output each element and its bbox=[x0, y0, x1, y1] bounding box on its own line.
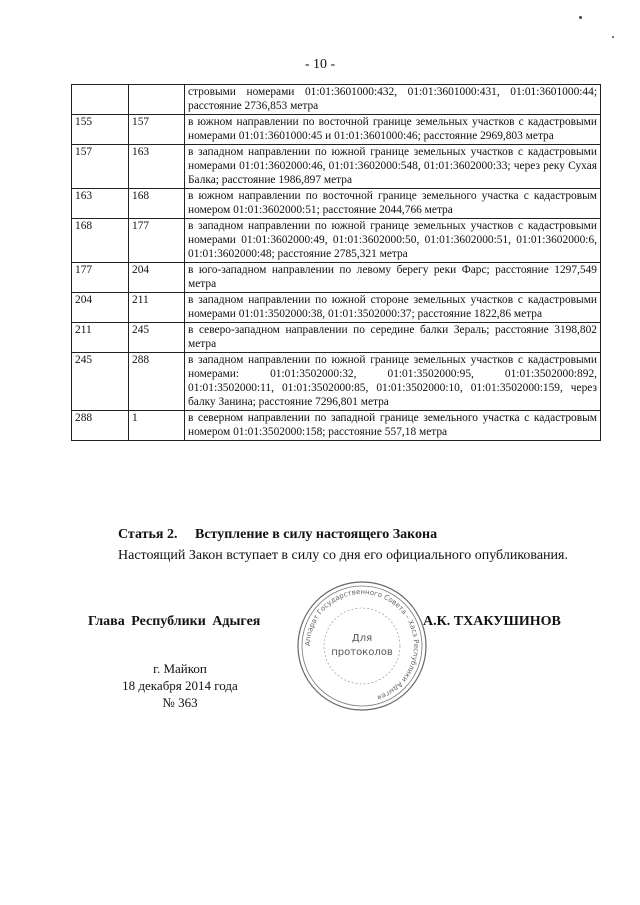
article-body bbox=[88, 545, 601, 566]
cell-from: 288 bbox=[72, 411, 129, 441]
cell-description: в южном направлении по восточной границе земельных участков с кадастровыми номерами 01:01:3601000:45 и 01:01:3601000:46; расстояние 2969,803 метра bbox=[185, 115, 601, 145]
table-row bbox=[72, 85, 601, 115]
boundary-table bbox=[71, 84, 601, 441]
official-stamp bbox=[294, 578, 430, 714]
article-number: Статья 2. bbox=[118, 527, 178, 542]
stamp-center-line1: Для bbox=[351, 633, 373, 644]
svg-text:Аппарат Государственного Совет bbox=[304, 588, 420, 702]
signer-role: Глава Республики Адыгея bbox=[88, 614, 261, 629]
cell-to: 245 bbox=[129, 323, 185, 353]
cell-to: 288 bbox=[129, 353, 185, 411]
page-number: - 10 - bbox=[304, 57, 336, 72]
cell-description: в северо-западном направлении по середине балки Зераль; расстояние 3198,802 метра bbox=[185, 323, 601, 353]
article-text: Настоящий Закон вступает в силу со дня его официального опубликования. bbox=[118, 548, 568, 563]
cell-description: в западном направлении по южной границе земельных участков с кадастровыми номерами: 01:01:3502000:32, 01:01:3502000:95, 01:01:3502000:892, 01:01:3502000:11, 01:01:3502000:85, 01:01:3502000:10, 01:01:3502000:159, через балку Занина; расстояние 7296,801 метра bbox=[185, 353, 601, 411]
article-heading bbox=[118, 527, 437, 543]
law-number: № 363 bbox=[162, 695, 198, 710]
stamp-ring-text: Аппарат Государственного Совета – Хасэ Республики Адыгея bbox=[303, 587, 421, 702]
cell-from: 157 bbox=[72, 145, 129, 189]
table-row bbox=[72, 353, 601, 411]
cell-from: 168 bbox=[72, 219, 129, 263]
place-date-block bbox=[80, 660, 280, 711]
table-row bbox=[72, 263, 601, 293]
cell-description: в северном направлении по западной границе земельного участка с кадастровым номером 01:01:3502000:158; расстояние 557,18 метра bbox=[185, 411, 601, 441]
cell-description: в западном направлении по южной стороне земельных участков с кадастровыми номерами 01:01:3502000:38, 01:01:3502000:37; расстояние 1822,86 метра bbox=[185, 293, 601, 323]
cell-to: 211 bbox=[129, 293, 185, 323]
scan-speck bbox=[612, 36, 614, 38]
table-row bbox=[72, 219, 601, 263]
cell-from: 177 bbox=[72, 263, 129, 293]
table-row bbox=[72, 293, 601, 323]
table-row bbox=[72, 189, 601, 219]
signer-name: А.К. ТХАКУШИНОВ bbox=[423, 614, 561, 629]
table-row bbox=[72, 411, 601, 441]
cell-to: 1 bbox=[129, 411, 185, 441]
cell-to: 163 bbox=[129, 145, 185, 189]
stamp-center-line2: протоколов bbox=[331, 647, 393, 658]
table-row bbox=[72, 115, 601, 145]
cell-to: 157 bbox=[129, 115, 185, 145]
cell-from: 245 bbox=[72, 353, 129, 411]
cell-description: стровыми номерами 01:01:3601000:432, 01:01:3601000:431, 01:01:3601000:44; расстояние 2736,853 метра bbox=[185, 85, 601, 115]
cell-from: 163 bbox=[72, 189, 129, 219]
article-title: Вступление в силу настоящего Закона bbox=[195, 527, 438, 542]
scan-speck bbox=[579, 16, 582, 19]
cell-from bbox=[72, 85, 129, 115]
cell-to: 204 bbox=[129, 263, 185, 293]
cell-description: в западном направлении по южной границе земельных участков с кадастровыми номерами 01:01:3602000:49, 01:01:3602000:50, 01:01:3602000:51, 01:01:3602000:6, 01:01:3602000:48; расстояние 2785,321 метра bbox=[185, 219, 601, 263]
cell-from: 211 bbox=[72, 323, 129, 353]
cell-to: 168 bbox=[129, 189, 185, 219]
table-row bbox=[72, 323, 601, 353]
cell-from: 155 bbox=[72, 115, 129, 145]
cell-description: в южном направлении по восточной границе земельного участка с кадастровым номером 01:01:3602000:51; расстояние 2044,766 метра bbox=[185, 189, 601, 219]
cell-description: в юго-западном направлении по левому берегу реки Фарс; расстояние 1297,549 метра bbox=[185, 263, 601, 293]
cell-from: 204 bbox=[72, 293, 129, 323]
table-row bbox=[72, 145, 601, 189]
city: г. Майкоп bbox=[153, 661, 207, 676]
date: 18 декабря 2014 года bbox=[122, 678, 238, 693]
cell-to bbox=[129, 85, 185, 115]
cell-to: 177 bbox=[129, 219, 185, 263]
cell-description: в западном направлении по южной границе земельных участков с кадастровыми номерами 01:01:3602000:46, 01:01:3602000:548, 01:01:3602000:33; через реку Сухая Балка; расстояние 1986,897 метра bbox=[185, 145, 601, 189]
